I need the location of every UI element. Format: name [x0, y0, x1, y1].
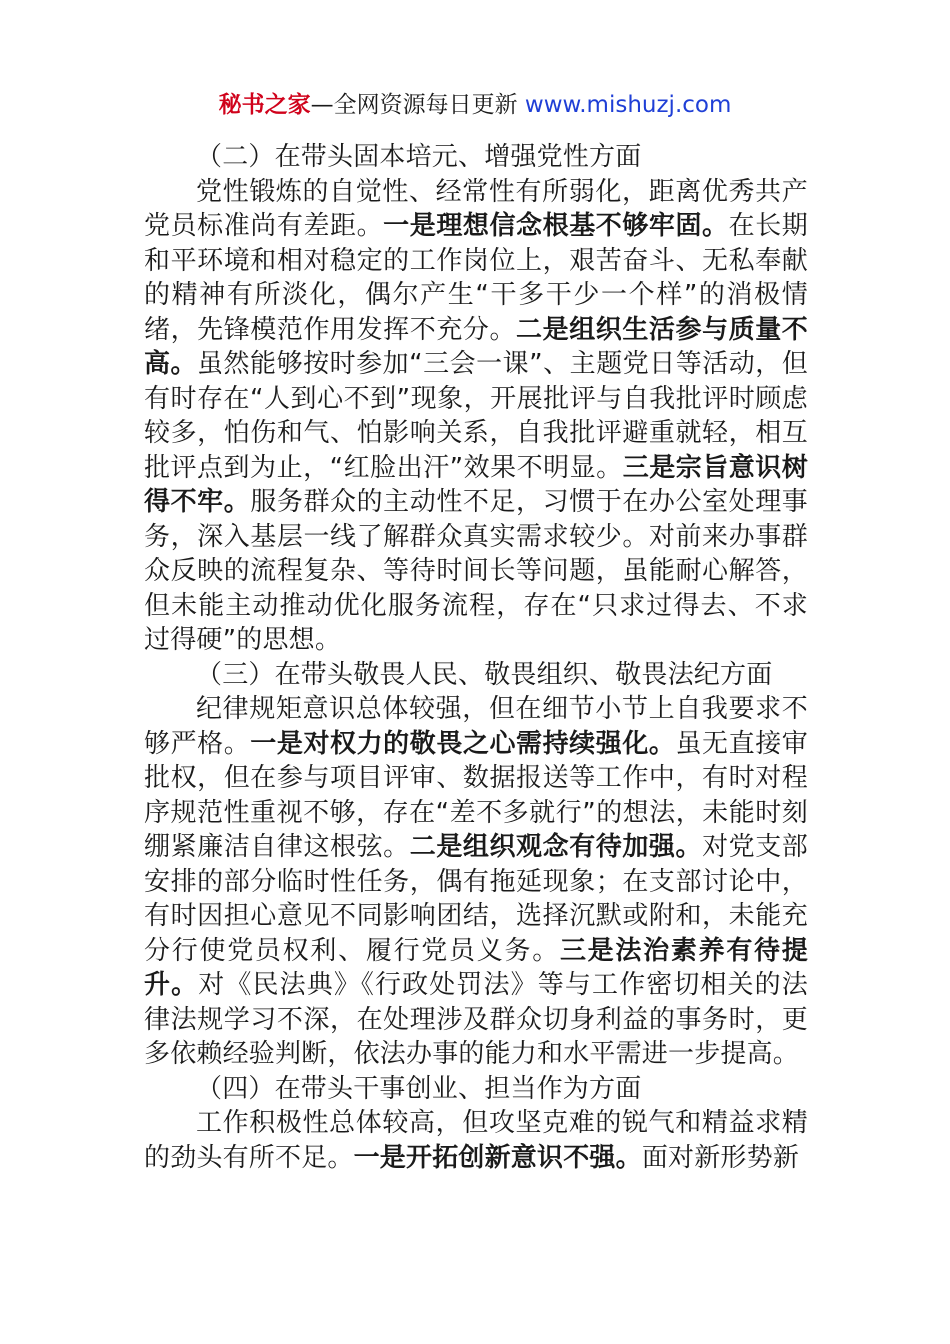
- point-3-text: 对《民法典》《行政处罚法》等与工作密切相关的法律法规学习不深，在处理涉及群众切身利益的事务时，更多依赖经验判断，依法办事的能力和水平需进一步提高。: [144, 970, 808, 1069]
- point-1-heading: 一是开拓创新意识不强。: [353, 1142, 642, 1173]
- point-1-text: 在长期和平环境和相对稳定的工作岗位上，艰苦奋斗、无私奉献的精神有所淡化，偶尔产生“干多干少一个样”的消极情绪，先锋模范作用发挥不充分。: [144, 211, 808, 345]
- point-2-heading: 二是组织观念有待加强。: [409, 832, 703, 862]
- point-1-text: 面对新形势新: [641, 1142, 800, 1173]
- section-heading-2: （二）在带头固本培元、增强党性方面: [196, 142, 642, 172]
- point-3-heading: 三是宗旨意识树得不牢。: [144, 452, 808, 517]
- intro-text: 党性锻炼的自觉性、经常性有所弱化，距离优秀共产党员标准尚有差距。: [144, 176, 808, 241]
- point-1-heading: 一是对权力的敬畏之心需持续强化。: [250, 728, 676, 759]
- intro-text: 纪律规矩意识总体较强，但在细节小节上自我要求不够严格。: [144, 694, 808, 759]
- header-url[interactable]: www.mishuzj.com: [524, 92, 732, 118]
- point-2-text: 虽然能够按时参加“三会一课”、主题党日等活动，但有时存在“人到心不到”现象，开展批评与自我批评时顾虑较多，怕伤和气、怕影响关系，自我批评避重就轻，相互批评点到为止，“红脸出汗”效果不明显。: [144, 349, 808, 483]
- section-paragraph-3: [144, 692, 808, 1072]
- page-header: [0, 88, 950, 122]
- intro-text: 工作积极性总体较高，但攻坚克难的锐气和精益求精的劲头有所不足。: [144, 1108, 808, 1173]
- document-body: [144, 140, 808, 1175]
- point-3-heading: 三是法治素养有待提升。: [144, 935, 808, 1000]
- point-2-heading: 二是组织生活参与质量不高。: [144, 314, 808, 379]
- header-tagline: —全网资源每日更新: [310, 92, 525, 118]
- point-2-text: 对党支部安排的部分临时性任务，偶有拖延现象；在支部讨论中，有时因担心意见不同影响团结，选择沉默或附和，未能充分行使党员权利、履行党员义务。: [144, 832, 808, 966]
- section-heading-4: （四）在带头干事创业、担当作为方面: [196, 1073, 642, 1104]
- header-brand: 秘书之家: [218, 92, 311, 118]
- point-1-heading: 一是理想信念根基不够牢固。: [383, 211, 729, 241]
- section-paragraph-4: [144, 1106, 808, 1175]
- point-3-text: 服务群众的主动性不足，习惯于在办公室处理事务，深入基层一线了解群众真实需求较少。对前来办事群众反映的流程复杂、等待时间长等问题，虽能耐心解答，但未能主动推动优化服务流程，存在“只求过得去、不求过得硬”的思想。: [144, 487, 809, 655]
- section-heading-3: （三）在带头敬畏人民、敬畏组织、敬畏法纪方面: [196, 659, 773, 690]
- section-paragraph-2: [144, 175, 808, 658]
- point-1-text: 虽无直接审批权，但在参与项目评审、数据报送等工作中，有时对程序规范性重视不够，存在“差不多就行”的想法，未能时刻绷紧廉洁自律这根弦。: [144, 728, 808, 862]
